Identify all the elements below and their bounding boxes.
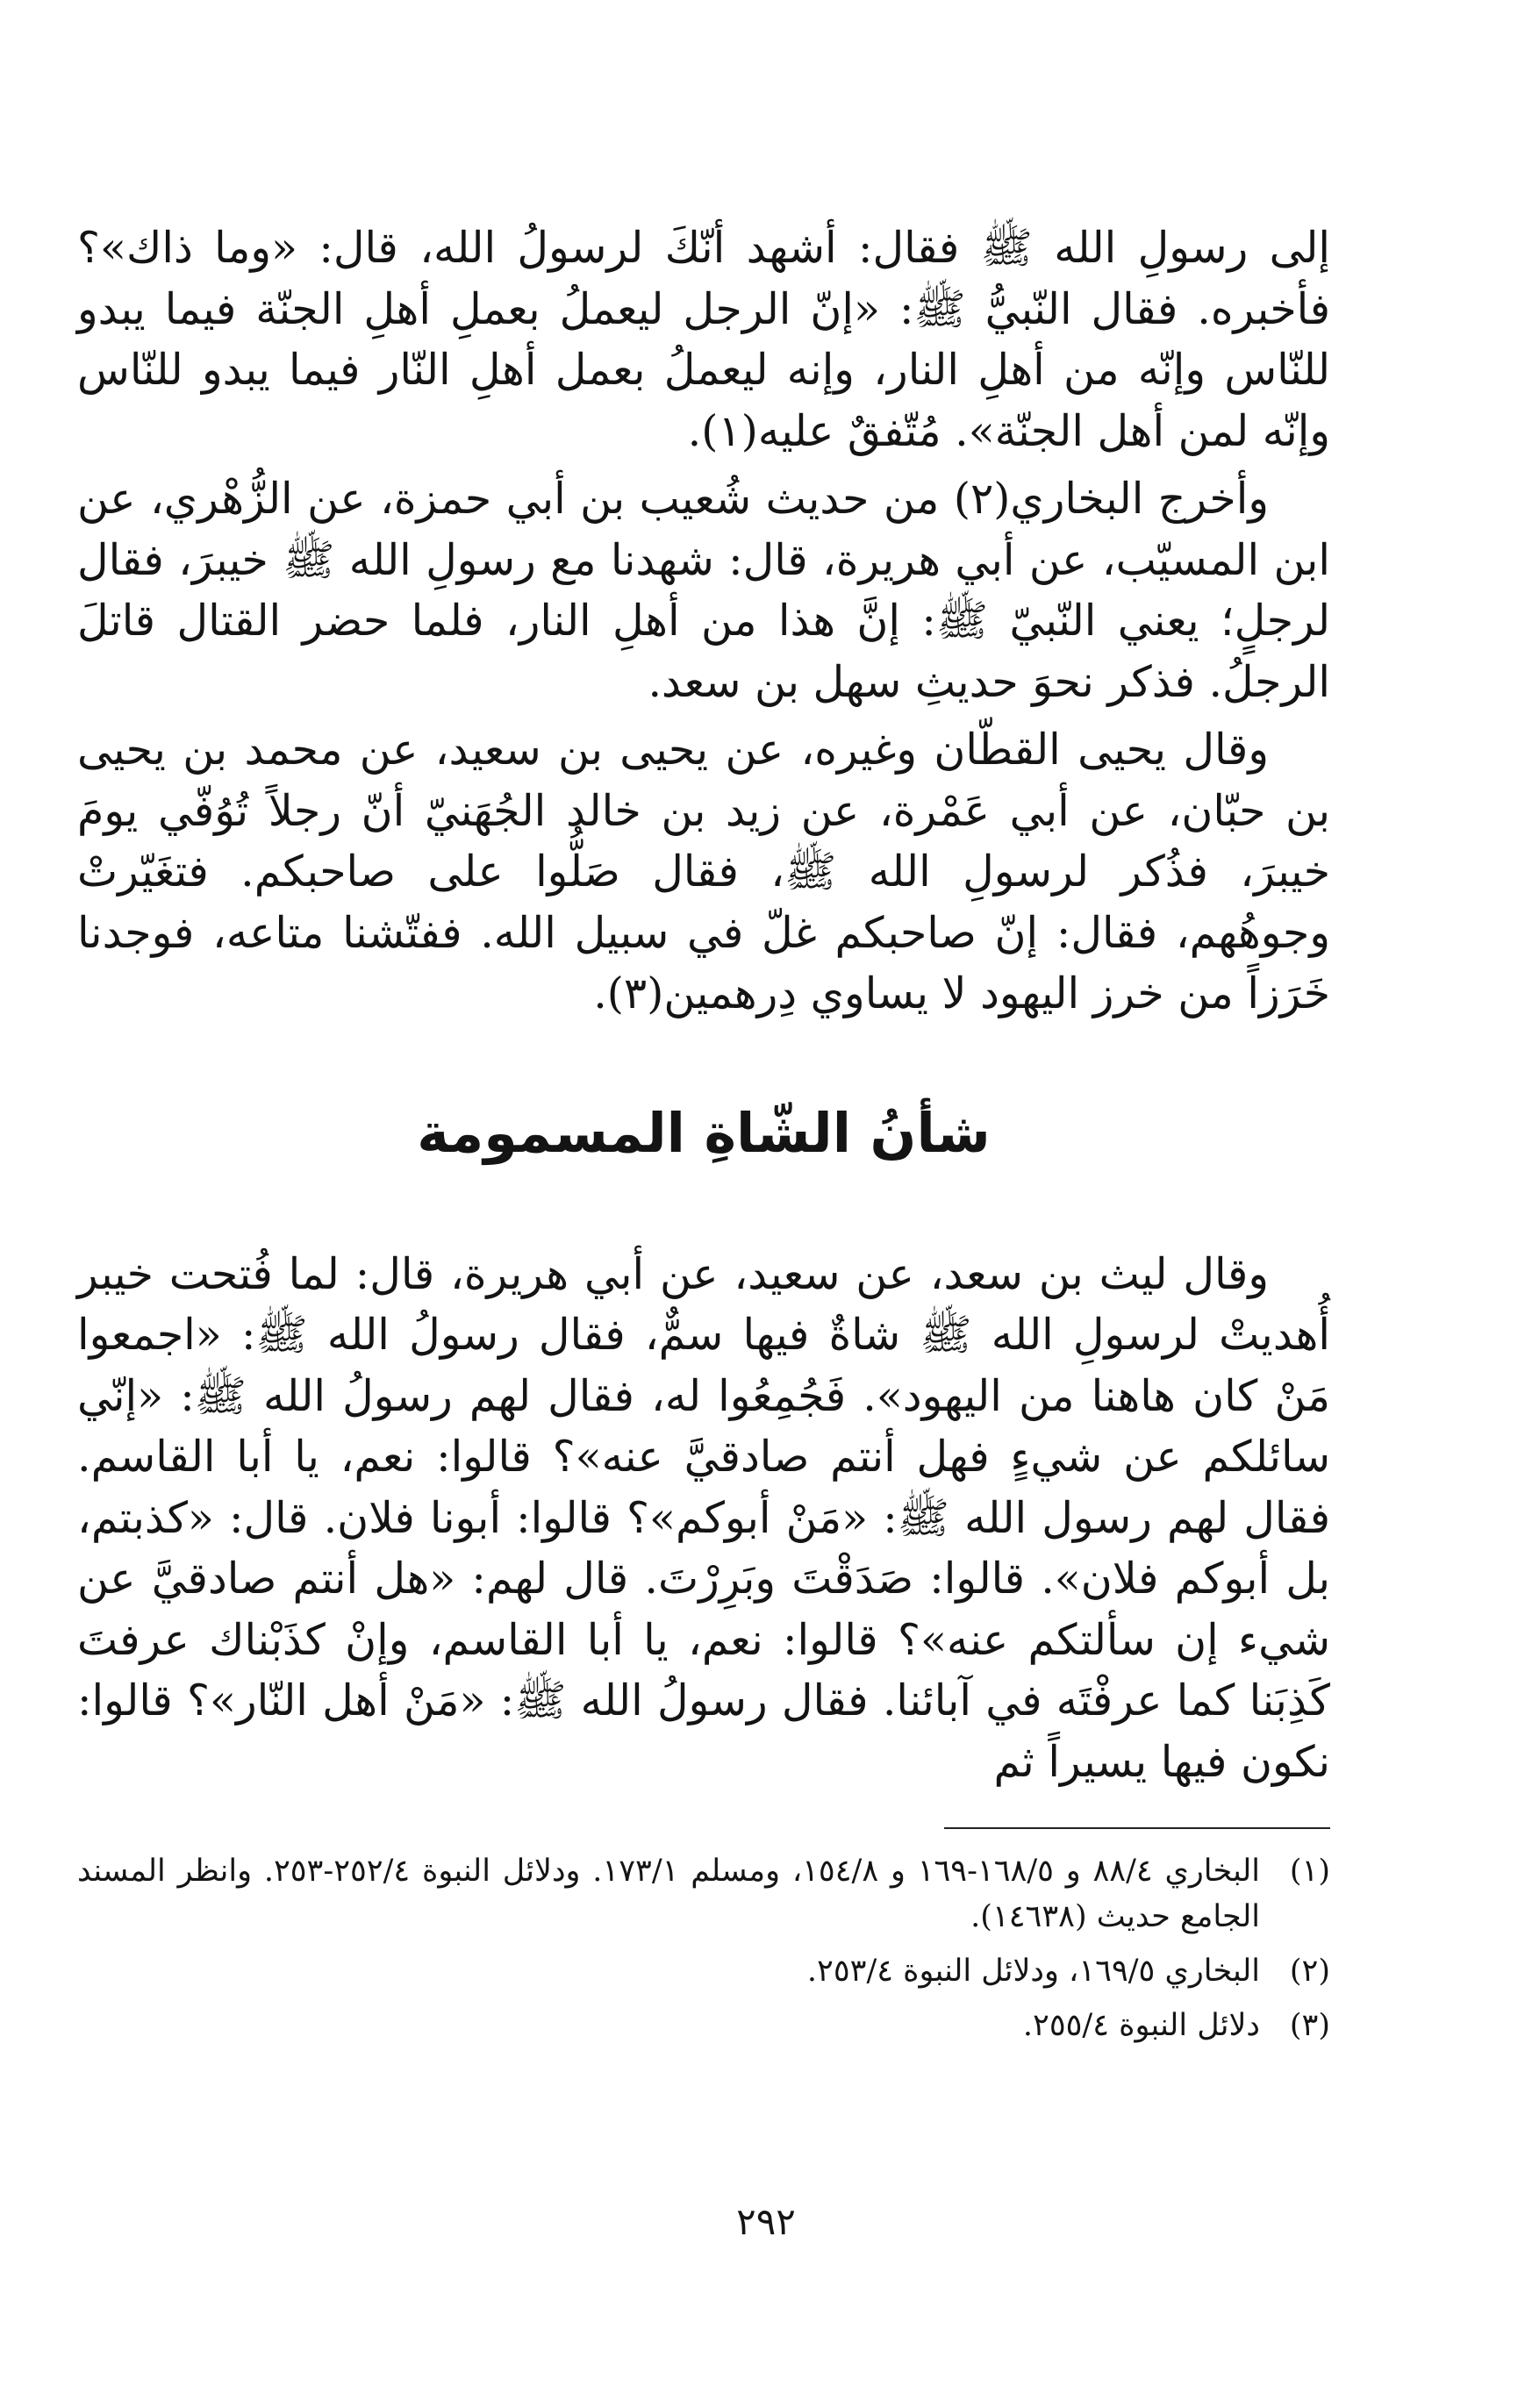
paragraph-1: إلى رسولِ الله ﷺ فقال: أشهد أنّكَ لرسولُ الله، قال: «وما ذاك»؟ فأخبره. فقال النّبيُّ ﷺ: «إنّ الرجل ليعملُ بعملِ أهلِ الجنّة فيما يبدو للنّاس وإنّه من أهلِ النار، وإنه ليعملُ بعمل أهلِ النّار فيما يبدو للنّاس وإنّه لمن أهل الجنّة». مُتّفقٌ عليه(١). xyxy=(77,223,1330,456)
footnote-number: (١) xyxy=(1289,1854,1330,1889)
footnote-text: البخاري ٨٨/٤ و ١٦٨/٥-١٦٩ و ١٥٤/٨، ومسلم ١٧٣/١. ودلائل النبوة ٢٥٢/٤-٢٥٣. وانظر المسند الجامع حديث (١٤٦٣٨). xyxy=(77,1854,1261,1934)
page-number: ٢٩٢ xyxy=(736,2200,796,2243)
section-heading: شأنُ الشّاةِ المسمومة xyxy=(417,1100,991,1165)
paragraph-3: وقال يحيى القطّان وغيره، عن يحيى بن سعيد، عن محمد بن يحيى بن حبّان، عن أبي عَمْرة، عن زيد بن خالد الجُهَنيّ أنّ رجلاً تُوُفّي يومَ خيبرَ، فذُكر لرسولِ الله ﷺ، فقال صَلُّوا على صاحبكم. فتغَيّرتْ وجوهُهم، فقال: إنّ صاحبكم غلّ في سبيل الله. ففتّشنا متاعه، فوجدنا خَرَزاً من خرز اليهود لا يساوي دِرهمين(٣). xyxy=(77,725,1330,1018)
footnote-2 xyxy=(77,1948,1330,1994)
footnote-divider xyxy=(944,1827,1330,1829)
footnote-number: (٢) xyxy=(1289,1954,1330,1989)
footnote-1 xyxy=(77,1848,1330,1940)
page-body xyxy=(77,218,1330,2057)
footnote-text: دلائل النبوة ٢٥٥/٤. xyxy=(1022,2008,1260,2043)
footnote-number: (٣) xyxy=(1289,2008,1330,2043)
footnote-text: البخاري ١٦٩/٥، ودلائل النبوة ٢٥٣/٤. xyxy=(806,1954,1260,1989)
paragraph-4: وقال ليث بن سعد، عن سعيد، عن أبي هريرة، قال: لما فُتحت خيبر أُهديتْ لرسولِ الله ﷺ شاةٌ فيها سمٌّ، فقال رسولُ الله ﷺ: «اجمعوا مَنْ كان هاهنا من اليهود». فَجُمِعُوا له، فقال لهم رسولُ الله ﷺ: «إنّي سائلكم عن شيءٍ فهل أنتم صادقيَّ عنه»؟ قالوا: نعم، يا أبا القاسم. فقال لهم رسول الله ﷺ: «مَنْ أبوكم»؟ قالوا: أبونا فلان. قال: «كذبتم، بل أبوكم فلان». قالوا: صَدَقْتَ وبَرِرْتَ. قال لهم: «هل أنتم صادقيَّ عن شيء إن سألتكم عنه»؟ قالوا: نعم، يا أبا القاسم، وإنْ كذَبْناك عرفتَ كَذِبَنا كما عرفْتَه في آبائنا. فقال رسولُ الله ﷺ: «مَنْ أهل النّار»؟ قالوا: نكون فيها يسيراً ثم xyxy=(77,1248,1330,1787)
footnote-3 xyxy=(77,2003,1330,2048)
paragraph-2: وأخرج البخاري(٢) من حديث شُعيب بن أبي حمزة، عن الزُّهْري، عن ابن المسيّب، عن أبي هريرة، قال: شهدنا مع رسولِ الله ﷺ خيبرَ، فقال لرجلٍ؛ يعني النّبيّ ﷺ: إنَّ هذا من أهلِ النار، فلما حضر القتال قاتلَ الرجلُ. فذكر نحوَ حديثِ سهل بن سعد. xyxy=(77,474,1330,707)
